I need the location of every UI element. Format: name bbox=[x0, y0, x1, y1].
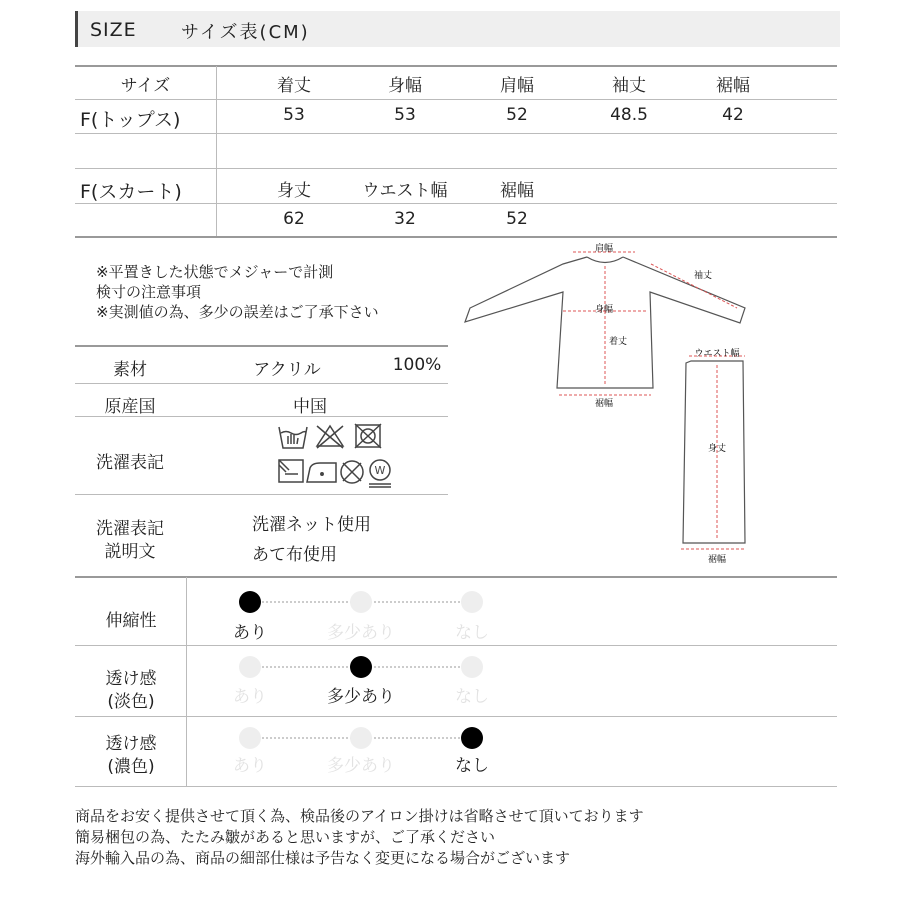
size-corner-label: サイズ bbox=[120, 76, 171, 96]
skirt-row-label: F(スカート) bbox=[80, 181, 182, 203]
measure-note: 検寸の注意事項 bbox=[96, 283, 202, 301]
diagram-label-shoulder: 肩幅 bbox=[594, 244, 614, 254]
size-subtitle: サイズ表(CM) bbox=[181, 22, 310, 43]
scale-label: 伸縮性 bbox=[105, 611, 157, 631]
scale-option-label: 多少あり bbox=[327, 756, 395, 776]
care-note-item: あて布使用 bbox=[252, 545, 337, 565]
skirt-header: 身丈 bbox=[277, 181, 311, 201]
footer-note: 商品をお安く提供させて頂く為、検品後のアイロン掛けは省略させて頂いております bbox=[75, 807, 644, 825]
material-label: 素材 bbox=[113, 360, 147, 380]
scale-dot bbox=[461, 591, 483, 613]
scale-label: 透け感 bbox=[105, 734, 157, 754]
line-dry-shade-icon bbox=[279, 460, 303, 482]
scale-sublabel: (淡色) bbox=[107, 692, 155, 712]
scale-dot-selected bbox=[239, 591, 261, 613]
tops-header: 裾幅 bbox=[716, 76, 750, 96]
diagram-label-length: 着丈 bbox=[608, 337, 628, 347]
skirt-value: 62 bbox=[283, 209, 305, 229]
diagram-label-skirt-length: 身丈 bbox=[707, 444, 727, 454]
diagram-label-body-width: 身幅 bbox=[594, 305, 614, 315]
care-note-item: 洗濯ネット使用 bbox=[252, 515, 371, 535]
size-title: SIZE bbox=[90, 19, 137, 41]
tops-value: 42 bbox=[722, 105, 744, 125]
footer-note: 簡易梱包の為、たたみ皺があると思いますが、ご了承ください bbox=[75, 828, 496, 846]
tops-row-label: F(トップス) bbox=[80, 109, 181, 131]
care-icons bbox=[276, 422, 391, 490]
scale-option-label: あり bbox=[233, 756, 267, 776]
scale-dot-selected bbox=[461, 727, 483, 749]
care-note-label: 洗濯表記 bbox=[96, 519, 164, 539]
care-label: 洗濯表記 bbox=[96, 453, 164, 473]
skirt-header: ウエスト幅 bbox=[362, 181, 448, 201]
skirt-value: 32 bbox=[394, 209, 416, 229]
origin-value: 中国 bbox=[293, 397, 327, 417]
tops-value: 48.5 bbox=[610, 105, 648, 125]
scale-dot bbox=[239, 656, 261, 678]
scale-option-label: あり bbox=[233, 623, 267, 643]
tops-header: 肩幅 bbox=[500, 76, 534, 96]
tops-header: 身幅 bbox=[388, 76, 422, 96]
scale-dot bbox=[350, 591, 372, 613]
scale-dot bbox=[350, 727, 372, 749]
measure-note: ※平置きした状態でメジャーで計測 bbox=[96, 263, 334, 281]
scale-option-label: なし bbox=[455, 687, 489, 707]
scale-option-label: なし bbox=[455, 623, 489, 643]
diagram-label-sleeve: 袖丈 bbox=[693, 271, 713, 281]
scale-option-label: あり bbox=[233, 687, 267, 707]
diagram-label-hem-top: 裾幅 bbox=[594, 399, 614, 409]
garment-diagram bbox=[455, 238, 755, 574]
tops-header: 着丈 bbox=[277, 76, 311, 96]
hand-wash-icon bbox=[279, 427, 307, 448]
tops-value: 52 bbox=[506, 105, 528, 125]
size-header-bar bbox=[75, 11, 840, 47]
origin-label: 原産国 bbox=[104, 397, 156, 417]
measure-note: ※実測値の為、多少の誤差はご了承下さい bbox=[96, 303, 379, 321]
scale-option-label: なし bbox=[455, 756, 489, 776]
tops-value: 53 bbox=[283, 105, 305, 125]
footer-note: 海外輸入品の為、商品の細部仕様は予告なく変更になる場合がございます bbox=[75, 849, 571, 867]
scale-dot bbox=[461, 656, 483, 678]
scale-dot bbox=[239, 727, 261, 749]
scale-sublabel: (濃色) bbox=[107, 757, 155, 777]
care-note-label: 説明文 bbox=[104, 542, 156, 562]
low-iron-icon bbox=[307, 463, 336, 482]
material-percent: 100% bbox=[392, 355, 442, 375]
material-value: アクリル bbox=[253, 360, 321, 380]
scale-option-label: 多少あり bbox=[327, 687, 395, 707]
skirt-value: 52 bbox=[506, 209, 528, 229]
skirt-header: 裾幅 bbox=[500, 181, 534, 201]
scale-label: 透け感 bbox=[105, 669, 157, 689]
diagram-label-hem-skirt: 裾幅 bbox=[707, 555, 727, 565]
svg-text:W: W bbox=[374, 464, 386, 477]
no-bleach-icon bbox=[317, 426, 343, 448]
no-tumble-dry-icon bbox=[355, 424, 381, 448]
scale-dot-selected bbox=[350, 656, 372, 678]
tops-header: 袖丈 bbox=[612, 76, 646, 96]
tops-value: 53 bbox=[394, 105, 416, 125]
no-dry-clean-icon bbox=[341, 461, 363, 483]
diagram-label-waist: ウエスト幅 bbox=[694, 349, 740, 359]
scale-option-label: 多少あり bbox=[327, 623, 395, 643]
